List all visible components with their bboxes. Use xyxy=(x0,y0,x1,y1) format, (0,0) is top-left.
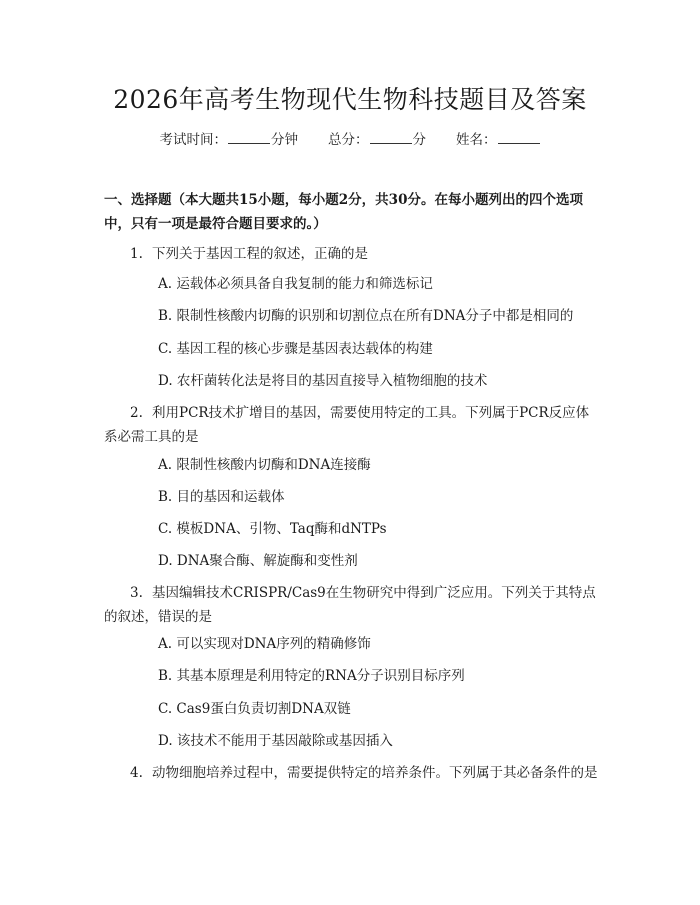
option-1d: D. 农杆菌转化法是将目的基因直接导入植物细胞的技术 xyxy=(158,373,488,389)
option-2c: C. 模板DNA、引物、Taq酶和dNTPs xyxy=(158,521,387,537)
option-1c: C. 基因工程的核心步骤是基因表达载体的构建 xyxy=(158,341,433,357)
question-number: 3. xyxy=(130,585,143,601)
name-label: 姓名： xyxy=(456,132,497,148)
option-2d: D. DNA聚合酶、解旋酶和变性剂 xyxy=(158,553,358,569)
section-heading: 一、选择题（本大题共15小题，每小题2分，共30分。在每小题列出的四个选项中，只有一项是最符合题目要求的。） xyxy=(104,192,583,232)
question-4 xyxy=(104,761,598,785)
option-3d: D. 该技术不能用于基因敲除或基因插入 xyxy=(158,733,393,749)
question-3 xyxy=(104,581,598,629)
option-3a: A. 可以实现对DNA序列的精确修饰 xyxy=(158,636,371,652)
question-1 xyxy=(104,242,598,266)
option-3c: C. Cas9蛋白负责切割DNA双链 xyxy=(158,701,351,717)
name-blank xyxy=(498,131,540,144)
score-label: 总分： xyxy=(328,132,369,148)
question-number: 1. xyxy=(130,246,143,262)
option-2a: A. 限制性核酸内切酶和DNA连接酶 xyxy=(158,457,371,473)
page-title: 2026年高考生物现代生物科技题目及答案 xyxy=(113,85,587,114)
score-unit: 分 xyxy=(412,132,426,148)
question-text: 基因编辑技术CRISPR/Cas9在生物研究中得到广泛应用。下列关于其特点的叙述，错误的是 xyxy=(104,585,596,625)
time-label: 考试时间： xyxy=(159,132,227,148)
question-text: 动物细胞培养过程中，需要提供特定的培养条件。下列属于其必备条件的是 xyxy=(152,765,598,781)
time-unit: 分钟 xyxy=(271,132,298,148)
question-2 xyxy=(104,401,598,449)
time-blank xyxy=(228,131,270,144)
option-1a: A. 运载体必须具备自我复制的能力和筛选标记 xyxy=(158,276,433,292)
question-text: 下列关于基因工程的叙述，正确的是 xyxy=(152,246,368,262)
question-number: 4. xyxy=(130,765,143,781)
option-3b: B. 其基本原理是利用特定的RNA分子识别目标序列 xyxy=(158,668,465,684)
question-text: 利用PCR技术扩增目的基因，需要使用特定的工具。下列属于PCR反应体系必需工具的是 xyxy=(104,405,590,445)
score-blank xyxy=(370,131,412,144)
option-2b: B. 目的基因和运载体 xyxy=(158,489,285,505)
exam-info-line xyxy=(0,130,700,150)
question-number: 2. xyxy=(130,405,143,421)
option-1b: B. 限制性核酸内切酶的识别和切割位点在所有DNA分子中都是相同的 xyxy=(158,308,574,324)
